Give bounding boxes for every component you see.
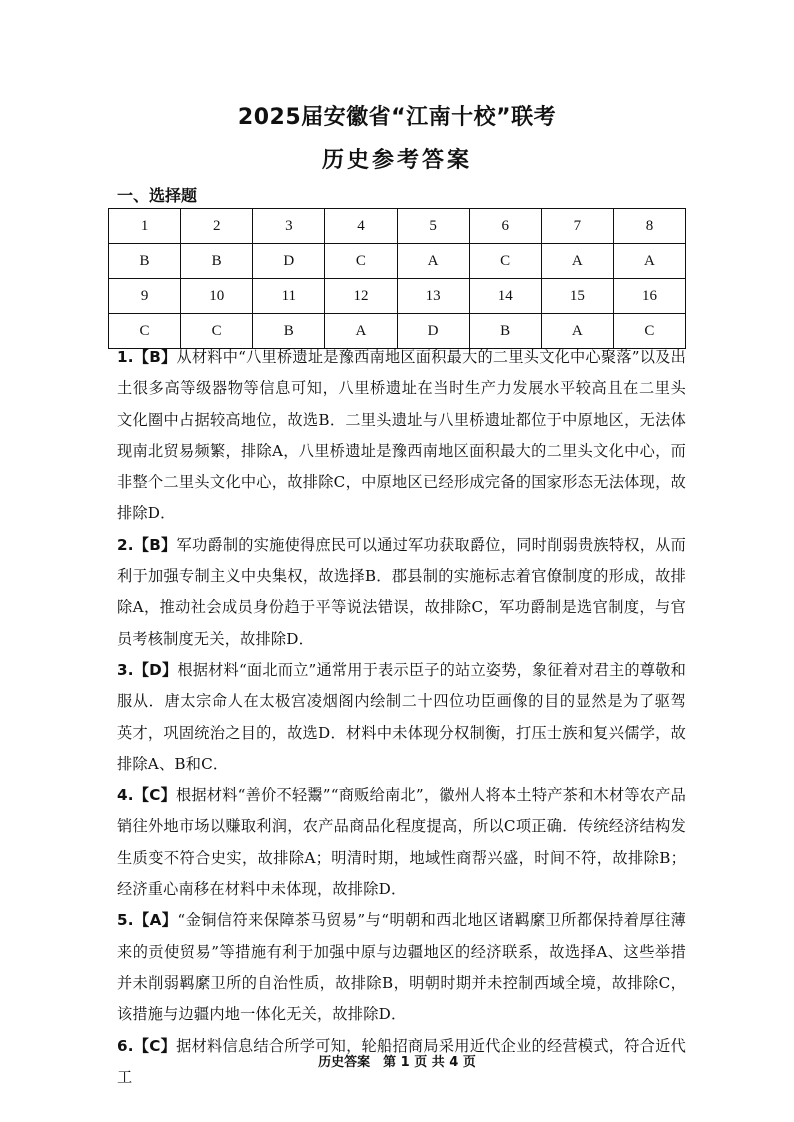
- answer-key: 2.【B】: [117, 535, 177, 554]
- table-cell: A: [541, 314, 613, 349]
- table-row-answers: [109, 244, 686, 279]
- table-cell: D: [253, 244, 325, 279]
- section-heading: 一、选择题: [117, 186, 198, 205]
- table-cell: 14: [469, 279, 541, 314]
- table-cell: 4: [325, 209, 397, 244]
- answer-text: 根据材料“善价不轻鬻”“商贩给南北”，徽州人将本土特产茶和木材等农产品销往外地市场以赚取利润，农产品商品化程度提高，所以C项正确．传统经济结构发生质变不符合史实，故排除A；明清时期，地域性商帮兴盛，时间不符，故排除B；经济重心南移在材料中未体现，故排除D．: [117, 786, 686, 899]
- answer-key: 5.【A】: [117, 911, 178, 930]
- table-cell: A: [397, 244, 469, 279]
- answer-explanations: [117, 342, 686, 1093]
- table-cell: 8: [613, 209, 685, 244]
- answer-text: 根据材料“面北而立”通常用于表示臣子的站立姿势，象征着对君主的尊敬和服从．唐太宗命人在太极宫凌烟阁内绘制二十四位功臣画像的目的显然是为了驱驾英才，巩固统治之目的，故选D．材料中未体现分权制衡，打压士族和复兴儒学，故排除A、B和C．: [117, 660, 686, 773]
- answer-table: [108, 208, 686, 349]
- table-cell: 11: [253, 279, 325, 314]
- table-cell: B: [181, 244, 253, 279]
- table-cell: 12: [325, 279, 397, 314]
- table-cell: A: [541, 244, 613, 279]
- answer-explanation-2: [117, 530, 686, 655]
- table-cell: 3: [253, 209, 325, 244]
- table-cell: B: [109, 244, 181, 279]
- answer-text: 军功爵制的实施使得庶民可以通过军功获取爵位，同时削弱贵族特权，从而利于加强专制主义中央集权，故选择B．郡县制的实施标志着官僚制度的形成，故排除A，推动社会成员身份趋于平等说法错误，故排除C，军功爵制是选官制度，与官员考核制度无关，故排除D．: [117, 535, 686, 648]
- table-cell: B: [469, 314, 541, 349]
- table-cell: A: [325, 314, 397, 349]
- table-cell: 5: [397, 209, 469, 244]
- table-cell: 16: [613, 279, 685, 314]
- table-cell: 6: [469, 209, 541, 244]
- answer-key: 1.【B】: [117, 348, 177, 366]
- document-title: 2025届安徽省“江南十校”联考: [237, 105, 557, 130]
- table-cell: C: [181, 314, 253, 349]
- table-cell: 10: [181, 279, 253, 314]
- table-row-numbers: [109, 209, 686, 244]
- table-cell: D: [397, 314, 469, 349]
- page-footer: 历史答案 第 1 页 共 4 页: [318, 1055, 476, 1070]
- table-cell: C: [325, 244, 397, 279]
- answer-key: 3.【D】: [117, 660, 178, 679]
- table-cell: C: [469, 244, 541, 279]
- answer-text: “金铜信符来保障茶马贸易”与“明朝和西北地区诸羁縻卫所都保持着厚往薄来的贡使贸易”等措施有利于加强中原与边疆地区的经济联系，故选择A、这些举措并未削弱羁縻卫所的自治性质，故排除B，明朝时期并未控制西域全境，故排除C，该措施与边疆内地一体化无关，故排除D．: [117, 911, 687, 1024]
- table-row-numbers: [109, 279, 686, 314]
- table-cell: B: [253, 314, 325, 349]
- answer-key: 4.【C】: [117, 786, 176, 805]
- answer-explanation-3: [117, 655, 686, 780]
- document-subtitle: 历史参考答案: [321, 148, 472, 173]
- table-cell: 15: [541, 279, 613, 314]
- answer-explanation-4: [117, 780, 686, 905]
- answer-text: 据材料信息结合所学可知，轮船招商局采用近代企业的经营模式，符合近代工: [117, 1036, 686, 1086]
- table-cell: C: [613, 314, 685, 349]
- table-cell: 9: [109, 279, 181, 314]
- table-cell: 7: [541, 209, 613, 244]
- answer-text: 从材料中“八里桥遗址是豫西南地区面积最大的二里头文化中心聚落”以及出土很多高等级器物等信息可知，八里桥遗址在当时生产力发展水平较高且在二里头文化圈中占据较高地位，故选B．二里头遗址与八里桥遗址都位于中原地区，无法体现南北贸易频繁，排除A，八里桥遗址是豫西南地区面积最大的二里头文化中心，而非整个二里头文化中心，故排除C，中原地区已经形成完备的国家形态无法体现，故排除D．: [117, 348, 686, 523]
- table-cell: 13: [397, 279, 469, 314]
- answer-key: 6.【C】: [117, 1036, 177, 1055]
- table-cell: 1: [109, 209, 181, 244]
- table-cell: A: [613, 244, 685, 279]
- answer-explanation-5: [117, 905, 686, 1030]
- table-cell: C: [109, 314, 181, 349]
- table-cell: 2: [181, 209, 253, 244]
- answer-explanation-1: [117, 342, 686, 530]
